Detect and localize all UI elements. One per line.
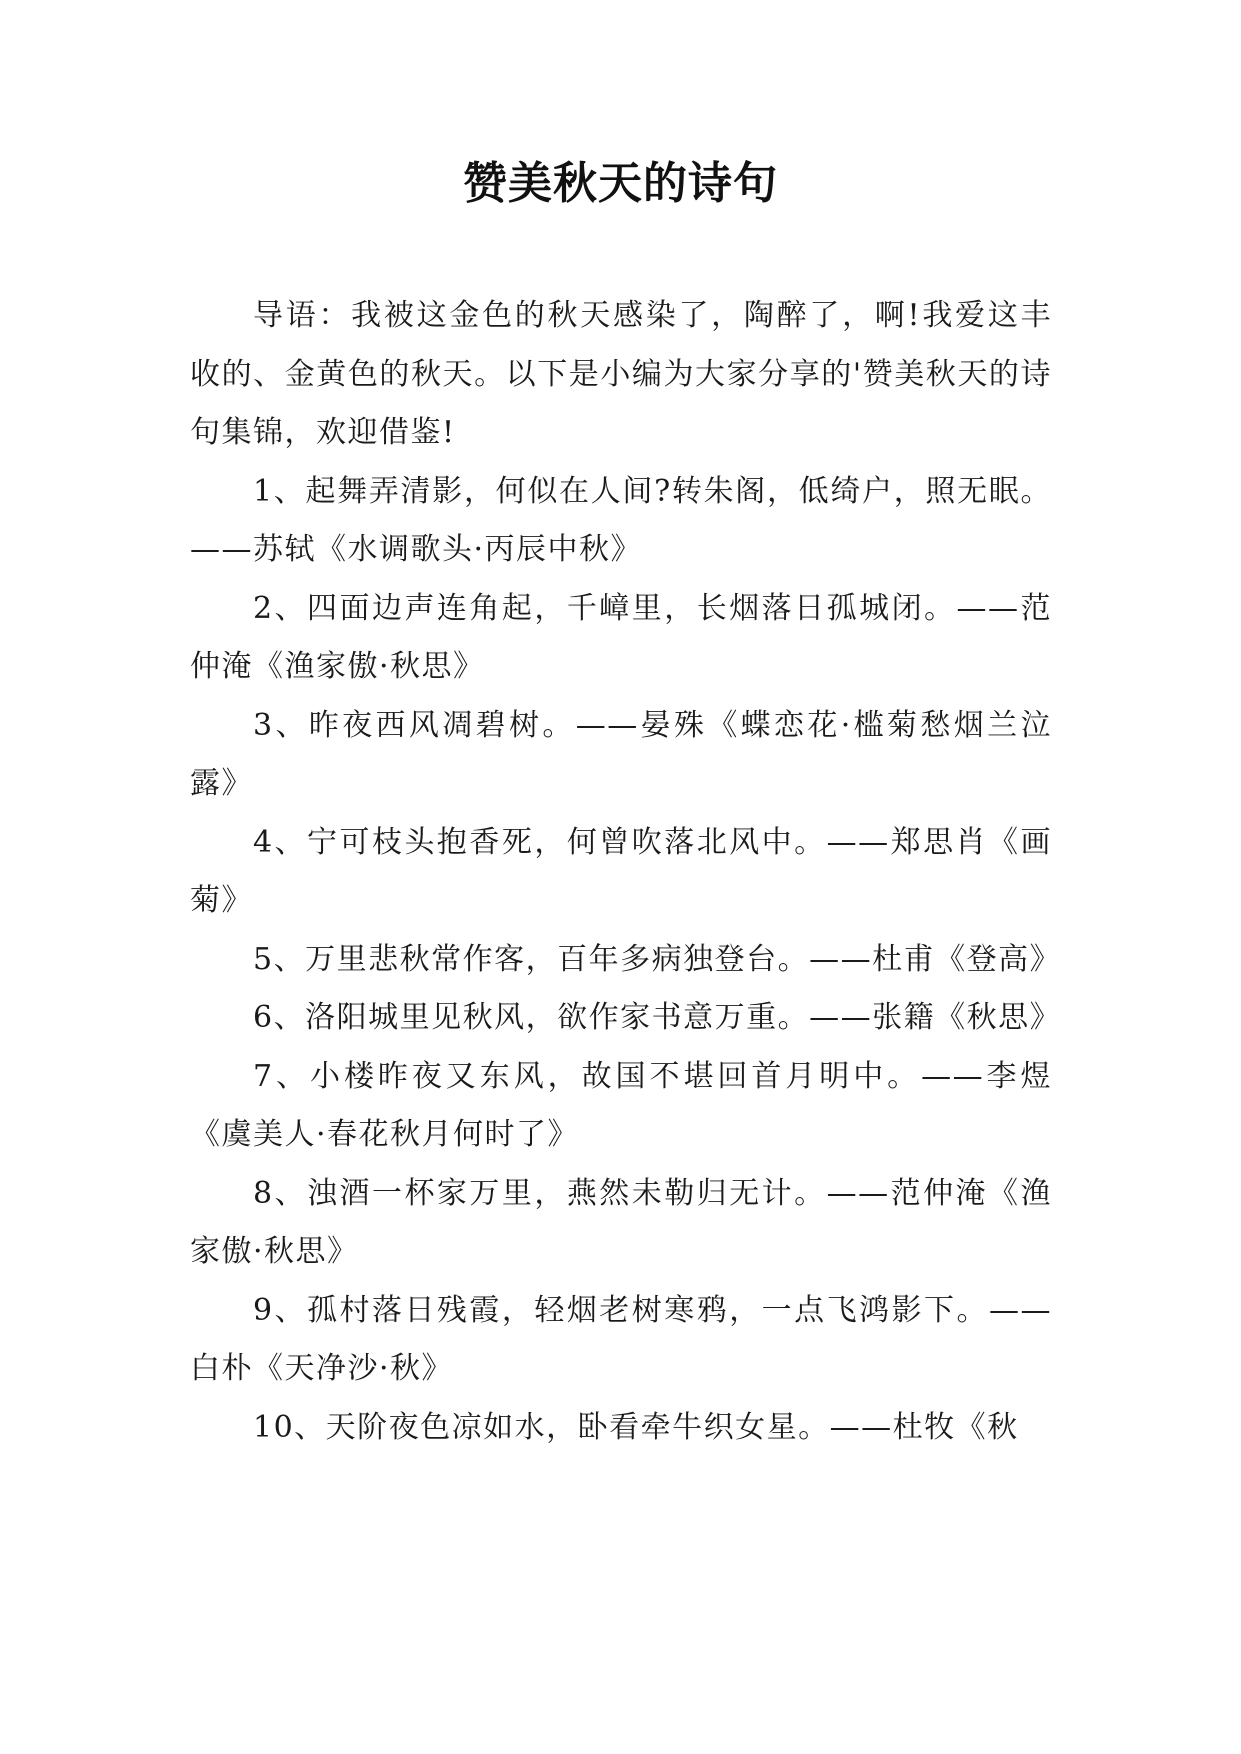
page-title: 赞美秋天的诗句 xyxy=(463,158,778,209)
poem-item: 2、四面边声连角起，千嶂里，长烟落日孤城闭。——范仲淹《渔家傲·秋思》 xyxy=(190,590,1052,684)
intro-paragraph: 导语：我被这金色的秋天感染了，陶醉了，啊!我爱这丰收的、金黄色的秋天。以下是小编为大家分享的'赞美秋天的诗句集锦，欢迎借鉴! xyxy=(190,298,1052,450)
poem-item: 6、洛阳城里见秋风，欲作家书意万重。——张籍《秋思》 xyxy=(253,1000,1062,1035)
poem-item: 9、孤村落日残霞，轻烟老树寒鸦，一点飞鸿影下。——白朴《天净沙·秋》 xyxy=(190,1292,1052,1386)
poem-item: 10、天阶夜色凉如水，卧看牵牛织女星。——杜牧《秋 xyxy=(253,1409,1019,1445)
poem-item: 7、小楼昨夜又东风，故国不堪回首月明中。——李煜《虞美人·春花秋月何时了》 xyxy=(190,1058,1052,1152)
poem-item: 8、浊酒一杯家万里，燕然未勒归无计。——范仲淹《渔家傲·秋思》 xyxy=(190,1175,1052,1269)
poem-item: 5、万里悲秋常作客，百年多病独登台。——杜甫《登高》 xyxy=(253,941,1062,977)
poem-item: 3、昨夜西风凋碧树。——晏殊《蝶恋花·槛菊愁烟兰泣露》 xyxy=(190,707,1052,801)
document-body xyxy=(190,287,1062,1457)
poem-item: 1、起舞弄清影，何似在人间?转朱阁，低绮户，照无眠。——苏轼《水调歌头·丙辰中秋》 xyxy=(190,473,1052,567)
poem-item: 4、宁可枝头抱香死，何曾吹落北风中。——郑思肖《画菊》 xyxy=(190,824,1052,918)
